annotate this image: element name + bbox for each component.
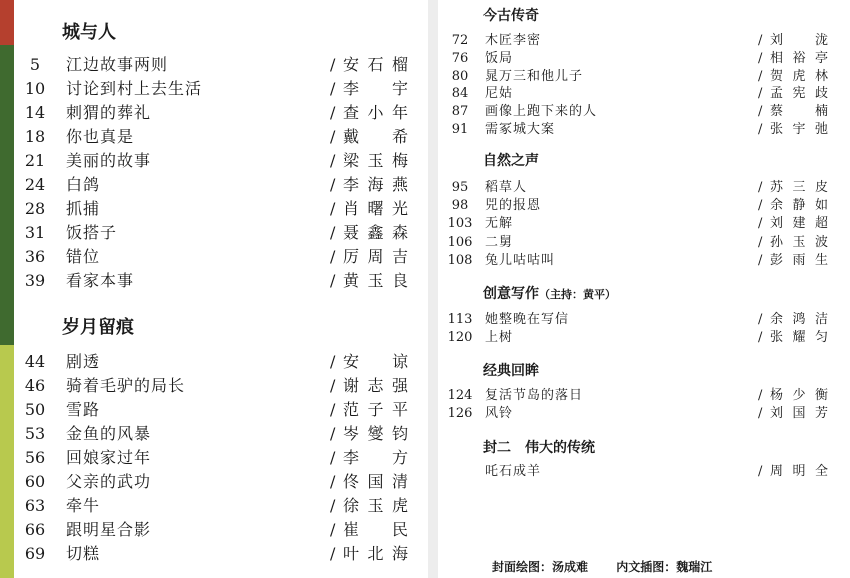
toc-entry[interactable]	[20, 53, 412, 77]
page-number: 98	[451, 198, 469, 214]
toc-entry[interactable]	[445, 234, 837, 252]
separator-slash: /	[758, 50, 763, 66]
toc-entry[interactable]	[445, 252, 837, 270]
separator-slash: /	[330, 472, 336, 491]
toc-entry[interactable]	[20, 470, 412, 494]
separator-slash: /	[758, 252, 763, 268]
separator-slash: /	[758, 122, 763, 137]
entry-author: 戴希	[343, 127, 408, 146]
entry-title: 稻草人	[485, 180, 528, 195]
toc-entry[interactable]	[445, 329, 837, 347]
page-number: 66	[24, 520, 46, 539]
separator-slash: /	[330, 496, 336, 515]
separator-slash: /	[758, 312, 763, 327]
entry-author: 安石榴	[343, 55, 408, 74]
section-title-text: 创意写作	[483, 286, 539, 302]
page-number: 113	[447, 312, 473, 327]
entry-author: 蔡楠	[770, 104, 828, 120]
entry-title: 饭搭子	[66, 223, 118, 242]
separator-slash: /	[758, 216, 763, 232]
entry-title: 画像上跑下来的人	[485, 104, 598, 120]
separator-slash: /	[330, 175, 336, 194]
toc-entry[interactable]	[445, 387, 837, 405]
entry-author: 岑燮钧	[343, 424, 408, 443]
entry-title: 她整晚在写信	[485, 312, 570, 327]
toc-entry[interactable]	[20, 125, 412, 149]
entry-author: 刘国芳	[770, 406, 828, 421]
section-host-note: （主持：黄平）	[539, 288, 616, 301]
entry-author: 范子平	[343, 400, 408, 419]
entry-author: 叶北海	[343, 544, 408, 563]
page-number: 24	[24, 175, 46, 194]
page-number: 106	[447, 234, 473, 250]
section-title-text: 城与人	[62, 22, 116, 43]
entry-author: 梁玉梅	[343, 151, 408, 170]
entry-title: 吒石成羊	[485, 464, 542, 479]
separator-slash: /	[758, 464, 763, 479]
separator-slash: /	[758, 388, 763, 403]
edge-strip-green	[0, 45, 14, 345]
section-title	[483, 360, 539, 380]
page-number: 14	[24, 103, 46, 122]
page-number: 126	[447, 406, 473, 421]
section-title-text: 岁月留痕	[62, 317, 134, 338]
entry-author: 谢志强	[343, 376, 408, 395]
page-number: 44	[24, 352, 46, 371]
entry-author: 彭雨生	[770, 252, 828, 268]
toc-entry[interactable]	[445, 32, 837, 50]
entry-author: 厉周吉	[343, 247, 408, 266]
page-number: 84	[451, 86, 469, 102]
page-number: 31	[24, 223, 46, 242]
entry-author: 孟宪歧	[770, 86, 828, 102]
entry-title: 二舅	[485, 234, 514, 250]
entry-title: 江边故事两则	[66, 55, 169, 74]
separator-slash: /	[758, 86, 763, 102]
entry-title: 回娘家过年	[66, 448, 152, 467]
section-title-text: 封二 伟大的传统	[483, 440, 595, 456]
toc-entry[interactable]	[445, 68, 837, 86]
separator-slash: /	[330, 352, 336, 371]
toc-entry[interactable]	[445, 311, 837, 329]
toc-entry[interactable]	[445, 121, 837, 139]
separator-slash: /	[330, 103, 336, 122]
separator-slash: /	[758, 330, 763, 345]
entry-title: 刺猬的葬礼	[66, 103, 152, 122]
separator-slash: /	[330, 400, 336, 419]
toc-entry[interactable]	[445, 197, 837, 215]
separator-slash: /	[758, 198, 763, 214]
separator-slash: /	[758, 68, 763, 84]
entry-author: 崔民	[343, 520, 408, 539]
toc-entry[interactable]	[20, 173, 412, 197]
toc-entry[interactable]	[20, 269, 412, 293]
page-gutter	[428, 0, 438, 578]
separator-slash: /	[330, 247, 336, 266]
section-title-text: 经典回眸	[483, 363, 539, 379]
page-number: 60	[24, 472, 46, 491]
entry-author: 余鸿洁	[770, 312, 828, 327]
edge-strip-lime	[0, 345, 14, 578]
toc-entry[interactable]	[20, 542, 412, 566]
entry-author: 查小年	[343, 103, 408, 122]
page-number: 120	[447, 330, 473, 345]
edge-strip-red	[0, 0, 14, 45]
illustration-credits	[492, 558, 736, 575]
entry-title: 无解	[485, 216, 514, 232]
page-number: 46	[24, 376, 46, 395]
entry-author: 佟国清	[343, 472, 408, 491]
entry-author: 刘泷	[770, 33, 828, 48]
entry-title: 讨论到村上去生活	[66, 79, 203, 98]
toc-entry[interactable]	[20, 197, 412, 221]
entry-title: 白鸽	[66, 175, 101, 194]
separator-slash: /	[330, 199, 336, 218]
page-number: 91	[451, 122, 469, 137]
entry-title: 骑着毛驴的局长	[66, 376, 186, 395]
entry-title: 美丽的故事	[66, 151, 152, 170]
toc-entry[interactable]	[20, 77, 412, 101]
page-number: 10	[24, 79, 46, 98]
entry-author: 贺虎林	[770, 68, 828, 84]
entry-author: 孙玉波	[770, 234, 828, 250]
entry-title: 雪路	[66, 400, 101, 419]
entry-title: 牵牛	[66, 496, 101, 515]
toc-entry[interactable]	[20, 398, 412, 422]
entry-author: 李宇	[343, 79, 408, 98]
entry-author: 相裕亭	[770, 50, 828, 66]
entry-author: 张宇弛	[770, 122, 828, 137]
page-number: 21	[24, 151, 46, 170]
separator-slash: /	[758, 234, 763, 250]
toc-entry[interactable]	[20, 494, 412, 518]
entry-author: 安谅	[343, 352, 408, 371]
entry-title: 需冢城大案	[485, 122, 556, 137]
entry-title: 饭局	[485, 50, 514, 66]
page-number: 103	[447, 216, 473, 232]
entry-title: 复活节岛的落日	[485, 388, 584, 403]
entry-title: 跟明星合影	[66, 520, 152, 539]
separator-slash: /	[330, 127, 336, 146]
toc-entry[interactable]	[445, 463, 837, 481]
entry-author: 杨少衡	[770, 388, 828, 403]
entry-title: 兕的报恩	[485, 198, 542, 214]
separator-slash: /	[330, 151, 336, 170]
toc-entry[interactable]	[445, 179, 837, 197]
entry-author: 徐玉虎	[343, 496, 408, 515]
section-title-text: 自然之声	[483, 153, 539, 169]
page-number: 50	[24, 400, 46, 419]
entry-title: 金鱼的风暴	[66, 424, 152, 443]
entry-title: 父亲的武功	[66, 472, 152, 491]
page-number: 36	[24, 247, 46, 266]
entry-author: 肖曙光	[343, 199, 408, 218]
section-title	[483, 283, 616, 303]
entry-title: 切糕	[66, 544, 101, 563]
page-number: 124	[447, 388, 473, 403]
separator-slash: /	[330, 424, 336, 443]
section-title	[483, 437, 595, 457]
separator-slash: /	[330, 448, 336, 467]
page-number: 63	[24, 496, 46, 515]
section-title	[483, 150, 539, 170]
section-title	[62, 18, 116, 44]
entry-author: 周明全	[770, 464, 828, 479]
page-number: 87	[451, 104, 469, 120]
page-number: 53	[24, 424, 46, 443]
entry-title: 晁万三和他儿子	[485, 68, 584, 84]
toc-entry[interactable]	[445, 405, 837, 423]
entry-title: 风铃	[485, 406, 514, 421]
entry-author: 黄玉良	[343, 271, 408, 290]
toc-entry[interactable]	[445, 215, 837, 233]
toc-entry[interactable]	[20, 350, 412, 374]
inner-credit: 内文插图：魏瑞江	[616, 560, 713, 574]
toc-entry[interactable]	[20, 518, 412, 542]
separator-slash: /	[330, 376, 336, 395]
separator-slash: /	[758, 33, 763, 48]
section-title	[483, 5, 539, 25]
separator-slash: /	[330, 55, 336, 74]
section-title-text: 今古传奇	[483, 8, 539, 24]
page-number: 95	[451, 180, 469, 195]
entry-author: 张耀匀	[770, 330, 828, 345]
toc-entry[interactable]	[20, 446, 412, 470]
toc-entry[interactable]	[20, 221, 412, 245]
toc-entry[interactable]	[20, 245, 412, 269]
page-number: 56	[24, 448, 46, 467]
entry-author: 李海燕	[343, 175, 408, 194]
toc-entry[interactable]	[445, 50, 837, 68]
separator-slash: /	[330, 544, 336, 563]
entry-title: 错位	[66, 247, 101, 266]
entry-title: 看家本事	[66, 271, 135, 290]
separator-slash: /	[330, 79, 336, 98]
toc-entry[interactable]	[20, 374, 412, 398]
toc-entry[interactable]	[20, 101, 412, 125]
separator-slash: /	[758, 180, 763, 195]
entry-title: 尼姑	[485, 86, 514, 102]
separator-slash: /	[330, 271, 336, 290]
page-number: 76	[451, 50, 469, 66]
separator-slash: /	[330, 520, 336, 539]
cover-credit: 封面绘图：汤成难	[492, 560, 589, 574]
toc-entry[interactable]	[20, 149, 412, 173]
page-number: 108	[447, 252, 473, 268]
entry-author: 刘建超	[770, 216, 828, 232]
page-number: 18	[24, 127, 46, 146]
separator-slash: /	[330, 223, 336, 242]
page-number: 28	[24, 199, 46, 218]
page-number: 5	[29, 55, 41, 74]
entry-author: 余静如	[770, 198, 828, 214]
entry-title: 剧透	[66, 352, 101, 371]
separator-slash: /	[758, 104, 763, 120]
page-number: 39	[24, 271, 46, 290]
page-number: 80	[451, 68, 469, 84]
page-number: 69	[24, 544, 46, 563]
page-number: 72	[451, 33, 469, 48]
entry-title: 兔儿咕咕叫	[485, 252, 556, 268]
entry-title: 你也真是	[66, 127, 135, 146]
toc-entry[interactable]	[20, 422, 412, 446]
entry-author: 聂鑫森	[343, 223, 408, 242]
entry-title: 上树	[485, 330, 514, 345]
entry-author: 李方	[343, 448, 408, 467]
separator-slash: /	[758, 406, 763, 421]
entry-title: 抓捕	[66, 199, 101, 218]
entry-title: 木匠李密	[485, 33, 542, 48]
entry-author: 苏三皮	[770, 180, 828, 195]
toc-entry[interactable]	[445, 103, 837, 121]
section-title	[62, 313, 134, 339]
toc-entry[interactable]	[445, 85, 837, 103]
